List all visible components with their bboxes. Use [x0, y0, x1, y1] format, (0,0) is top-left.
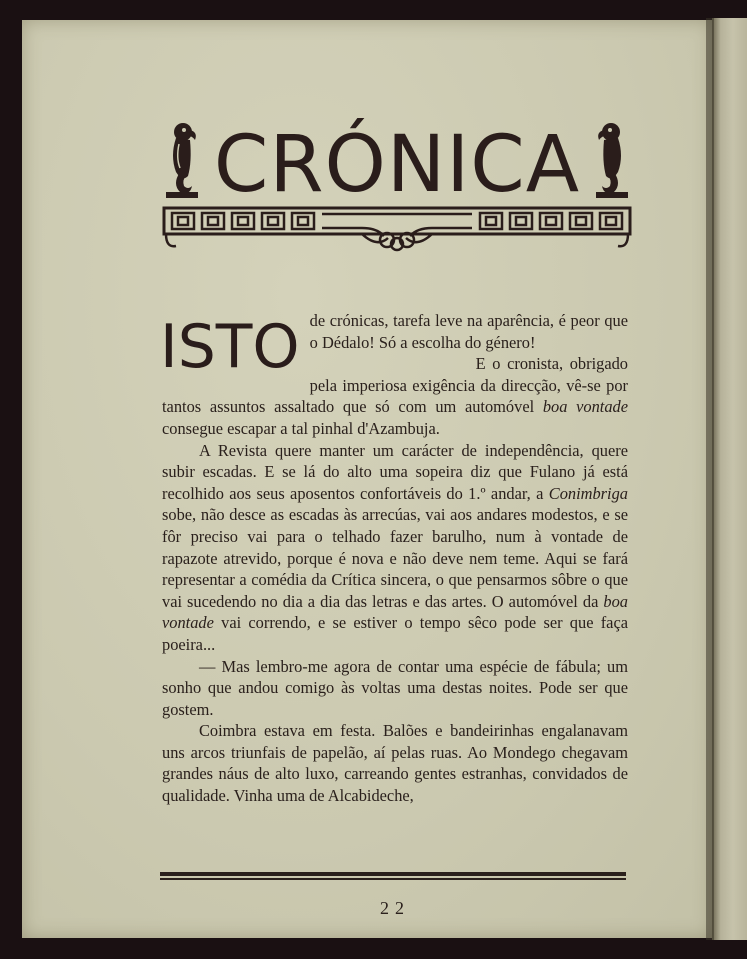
italic-phrase: Conimbriga	[548, 483, 628, 503]
page-number: 22	[380, 898, 410, 918]
chronicle-header	[162, 118, 632, 253]
footer-rule-thick	[160, 872, 626, 876]
paragraph-5	[162, 720, 628, 806]
paragraph-text: E o cronista, obrigado pela imperiosa exigência da direcção, vê-se por tantos assuntos assaltado que só com um automóvel	[162, 354, 628, 417]
meander-border-icon	[162, 204, 632, 252]
paragraph-text: — Mas lembro-me agora de contar uma espécie de fábula; um sonho que andou comigo às voltas uma destas noites. Pode ser que gostem.	[162, 656, 628, 719]
article-body	[162, 310, 628, 807]
drop-cap-opening: ISTO	[160, 312, 300, 382]
footer-double-rule	[160, 872, 626, 880]
parrot-ornament-icon	[592, 118, 632, 200]
paragraph-text: A Revista quere manter um carácter de independência, quere subir escadas. E se lá do alto uma sopeira diz que Fulano já está recolhido aos seus aposentos confortáveis do 1.º andar, a	[162, 440, 628, 503]
paragraph-text: vai correndo, e se estiver o tempo sêco pode ser que faça poeira...	[162, 613, 628, 654]
paragraph-3	[162, 440, 628, 656]
italic-phrase: boa vontade	[542, 397, 628, 417]
paragraph-text: Coimbra estava em festa. Balões e bandeirinhas engalanavam uns arcos triunfais de papelão, aí pelas ruas. Ao Mondego chegavam grandes náus de alto luxo, carreando gentes estranhas, convidados de qualidade. Vinha uma de Alcabideche,	[162, 721, 628, 806]
adjacent-page-edge	[712, 18, 747, 940]
paragraph-4	[162, 656, 628, 721]
page-fold-shadow	[706, 18, 714, 940]
section-title: CRÓNICA	[213, 120, 581, 210]
paragraph-text: de crónicas, tarefa leve na aparência, é peor que o Dédalo! Só a escolha do género!	[309, 311, 628, 352]
paragraph-text: consegue escapar a tal pinhal d'Azambuja.	[162, 418, 440, 438]
paragraph-text: sobe, não desce as escadas às arrecúas, vai aos andares modestos, e se fôr preciso vai para o telhado fazer barulho, num à vontade de rapazote atrevido, porque é nova e não deve nem teme. Aqui se fará representar a comédia da Crítica sincera, o que pensarmos sôbre o que vai sucedendo no dia a dia das letras e das artes. O automóvel da	[162, 505, 628, 611]
footer-rule-thin	[160, 878, 626, 880]
italic-phrase: boa vontade	[162, 591, 628, 633]
